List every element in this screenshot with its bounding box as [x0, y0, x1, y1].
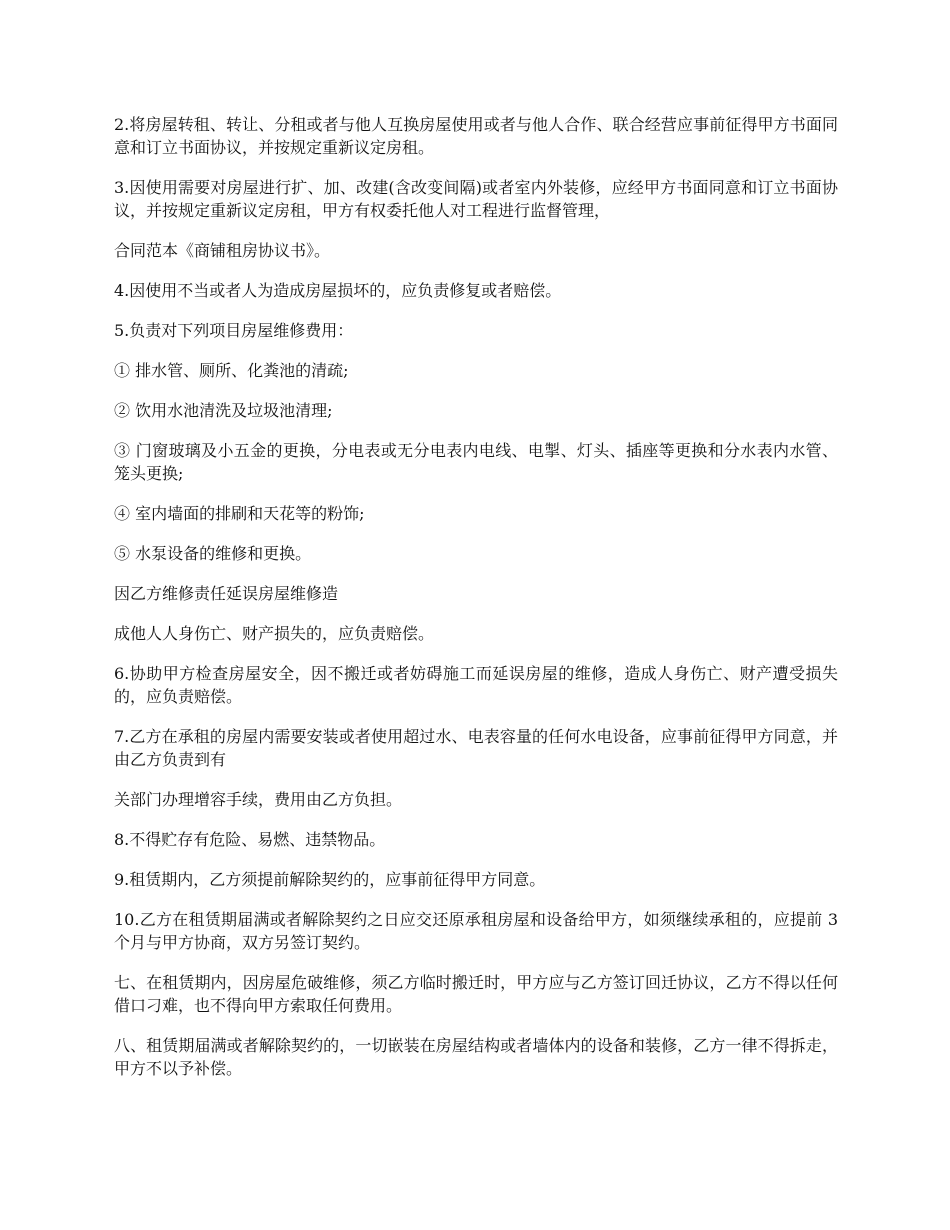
- paragraph-clause-2: 2.将房屋转租、转让、分租或者与他人互换房屋使用或者与他人合作、联合经营应事前征得甲方书面同意和订立书面协议，并按规定重新议定房租。: [114, 115, 838, 157]
- paragraph-clause-6: 6.协助甲方检查房屋安全，因不搬迁或者妨碍施工而延误房屋的维修，造成人身伤亡、财产遭受损失的，应负责赔偿。: [114, 664, 838, 706]
- paragraph-clause-4: 4.因使用不当或者人为造成房屋损坏的，应负责修复或者赔偿。: [114, 281, 562, 300]
- list-item-5: ⑤ 水泵设备的维修和更换。: [114, 544, 312, 563]
- list-item-4: ④ 室内墙面的排刷和天花等的粉饰;: [114, 504, 365, 523]
- paragraph-clause-7: 7.乙方在承租的房屋内需要安装或者使用超过水、电表容量的任何水电设备，应事前征得甲方同意，并由乙方负责到有: [114, 727, 838, 769]
- paragraph-clause-3: 3.因使用需要对房屋进行扩、加、改建(含改变间隔)或者室内外装修，应经甲方书面同意和订立书面协议，并按规定重新议定房租，甲方有权委托他人对工程进行监督管理，: [114, 178, 838, 220]
- list-item-2: ② 饮用水池清洗及垃圾池清理;: [114, 401, 333, 420]
- list-item-1: ① 排水管、厕所、化粪池的清疏;: [114, 361, 349, 380]
- paragraph-maintenance-compensation: 成他人人身伤亡、财产损失的，应负责赔偿。: [114, 624, 435, 643]
- paragraph-clause-10: 10.乙方在租赁期届满或者解除契约之日应交还原承租房屋和设备给甲方，如须继续承租的，应提前 3 个月与甲方协商，双方另签订契约。: [114, 910, 838, 952]
- paragraph-section-7: 七、在租赁期内，因房屋危破维修，须乙方临时搬迁时，甲方应与乙方签订回迁协议，乙方不得以任何借口刁难，也不得向甲方索取任何费用。: [114, 973, 838, 1015]
- list-item-3: ③ 门窗玻璃及小五金的更换，分电表或无分电表内电线、电掣、灯头、插座等更换和分水表内水管、笼头更换;: [114, 441, 838, 483]
- paragraph-clause-8: 8.不得贮存有危险、易燃、违禁物品。: [114, 830, 386, 849]
- paragraph-maintenance-delay: 因乙方维修责任延误房屋维修造: [114, 584, 339, 603]
- paragraph-template-note: 合同范本《商铺租房协议书》。: [114, 241, 331, 260]
- paragraph-section-8: 八、租赁期届满或者解除契约的，一切嵌装在房屋结构或者墙体内的设备和装修，乙方一律不得拆走，甲方不以予补偿。: [114, 1036, 838, 1078]
- paragraph-clause-7-continued: 关部门办理增容手续，费用由乙方负担。: [114, 790, 403, 809]
- paragraph-clause-5: 5.负责对下列项目房屋维修费用：: [114, 321, 354, 340]
- paragraph-clause-9: 9.租赁期内，乙方须提前解除契约的，应事前征得甲方同意。: [114, 870, 546, 889]
- document-page: [114, 113, 838, 1097]
